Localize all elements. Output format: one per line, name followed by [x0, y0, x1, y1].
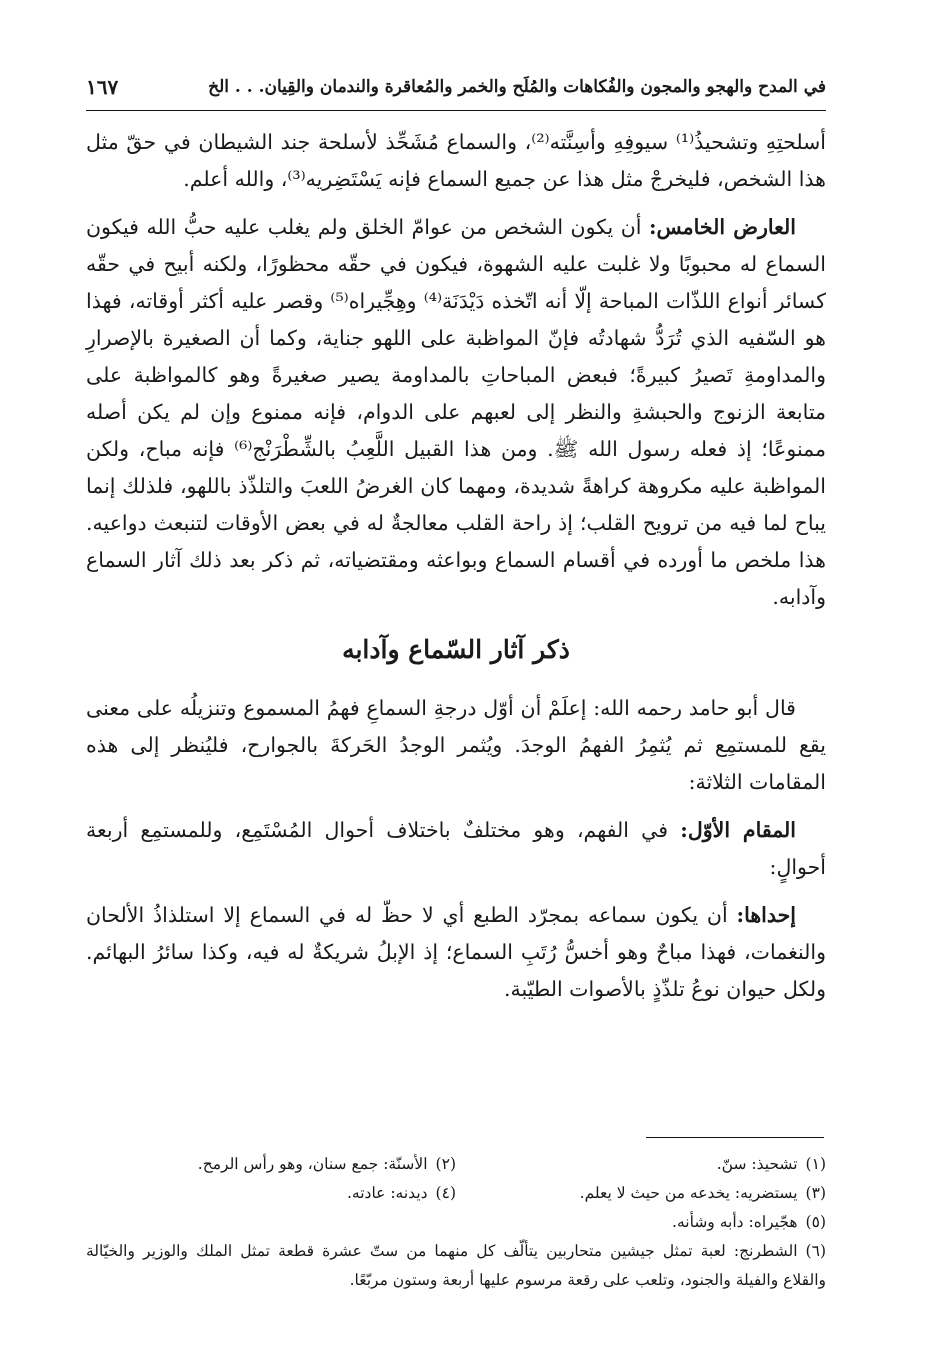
paragraph-5	[86, 897, 826, 1008]
main-text	[86, 124, 826, 1019]
footnotes	[86, 1150, 826, 1295]
header-title: في المدح والهجو والمجون والفُكاهات والمُلَح والخمر والمُعاقرة والندمان والقِيان. . . الخ	[208, 77, 826, 97]
paragraph-2-text: أن يكون الشخص من عوامّ الخلق ولم يغلب عليه حبُّ الله فيكون السماع له محبوبًا ولا غلبت عليه الشهوة، فيكون في حقّه محظورًا، ولكنه أبيح في حقّه كسائر أنواع اللذّات المباحة إلّا أنه اتّخذه دَيْدَنَة⁽⁴⁾ وهِجِّيراه⁽⁵⁾ وقصر عليه أكثر أوقاته، فهذا هو السّفيه الذي تُرَدُّ شهادتُه فإنّ المواظبة على اللهو جناية، وكما أن الصغيرة بالإصرارِ والمداومةِ تَصيرُ كبيرةً؛ فبعض المباحاتِ بالمداومة يصير صغيرةً وهو كالمواظبة على متابعة الزنوج والحبشةِ والنظر إلى لعبهم على الدوام، فإنه ممنوع وإن لم يكن أصله ممنوعًا؛ إذ فعله رسول الله ﷺ. ومن هذا القبيل اللَّعِبُ بالشِّطْرَنْج⁽⁶⁾ فإنه مباح، ولكن المواظبة عليه مكروهة كراهةً شديدة، ومهما كان الغرضُ اللعبَ والتلذّذ باللهو، فلذلك إنما يباح لما فيه من ترويح القلب؛ إذ راحة القلب معالجةٌ له في بعض الأوقات لتنبعث دواعيه. هذا ملخص ما أورده في أقسام السماع وبواعثه ومقتضياته، ثم ذكر بعد ذلك آثار السماع وآدابه.	[86, 215, 826, 609]
footnote-number: (٤)	[435, 1184, 456, 1202]
footnote-row	[86, 1179, 826, 1208]
footnote-3	[456, 1179, 826, 1208]
footnote-divider	[646, 1137, 824, 1138]
footnote-number: (٥)	[805, 1213, 826, 1231]
paragraph-4-text: في الفهم، وهو مختلفٌ باختلاف أحوال المُسْتَمِع، وللمستمِع أربعة أحوالٍ:	[86, 818, 826, 879]
footnote-text: الأسنّة: جمع سنان، وهو رأس الرمح.	[197, 1155, 428, 1173]
page-number: ١٦٧	[86, 75, 119, 99]
footnote-number: (٣)	[805, 1184, 826, 1202]
paragraph-4-lead: المقام الأوّل:	[680, 818, 796, 842]
paragraph-1: أسلحتِهِ وتشحيذُ⁽¹⁾ سيوفِهِ وأسِنَّته⁽²⁾، والسماع مُشَحِّذ لأسلحة جند الشيطان في حقّ مثل هذا الشخص، فليخرجْ مثل هذا عن جميع السماع فإنه يَسْتَضِريه⁽³⁾، والله أعلم.	[86, 130, 826, 191]
running-header	[86, 66, 826, 108]
paragraph-5-text: أن يكون سماعه بمجرّد الطبع أي لا حظّ له في السماع إلا استلذاذُ الألحان والنغمات، فهذا مباحٌ وهو أخسُّ رُتَبِ السماع؛ إذ الإبلُ شريكةٌ له فيه، وكذا سائرُ البهائم. ولكل حيوان نوعُ تلذّذٍ بالأصوات الطيّبة.	[86, 903, 826, 1001]
footnote-text: الشطرنج: لعبة تمثل جيشين متحاربين يتألّف كل منهما من ستّ عشرة قطعة تمثل الملك والوزير والخيّالة والقلاع والفيلة والجنود، وتلعب على رقعة مرسوم عليها أربعة وستون مربّعًا.	[86, 1242, 826, 1289]
header-divider	[86, 110, 826, 111]
paragraph-5-lead: إحداها:	[736, 903, 796, 927]
footnote-number: (٦)	[805, 1242, 826, 1260]
footnote-1	[456, 1150, 826, 1179]
footnote-2	[86, 1150, 456, 1179]
footnote-text: يستضريه: يخدعه من حيث لا يعلم.	[579, 1184, 798, 1202]
footnote-row	[86, 1150, 826, 1179]
footnote-4	[86, 1179, 456, 1208]
footnote-number: (٢)	[435, 1155, 456, 1173]
footnote-5	[86, 1208, 826, 1237]
footnote-text: هجّيراه: دأبه وشأنه.	[672, 1213, 798, 1231]
paragraph-2-lead: العارض الخامس:	[648, 215, 796, 239]
section-heading: ذكر آثار السّماع وآدابه	[342, 635, 570, 664]
footnote-number: (١)	[805, 1155, 826, 1173]
paragraph-2	[86, 209, 826, 616]
footnote-6	[86, 1237, 826, 1295]
footnote-text: تشحيذ: سنّ.	[716, 1155, 798, 1173]
paragraph-4	[86, 812, 826, 886]
paragraph-3: قال أبو حامد رحمه الله: إعلَمْ أن أوّل درجةِ السماعِ فهمُ المسموع وتنزيلُه على معنى يقع للمستمِع ثم يُثمِرُ الفهمُ الوجدَ. ويُثمر الوجدُ الحَركةَ بالجوارح، فليُنظر إلى هذه المقامات الثلاثة:	[86, 696, 826, 794]
footnote-text: ديدنه: عادته.	[346, 1184, 428, 1202]
